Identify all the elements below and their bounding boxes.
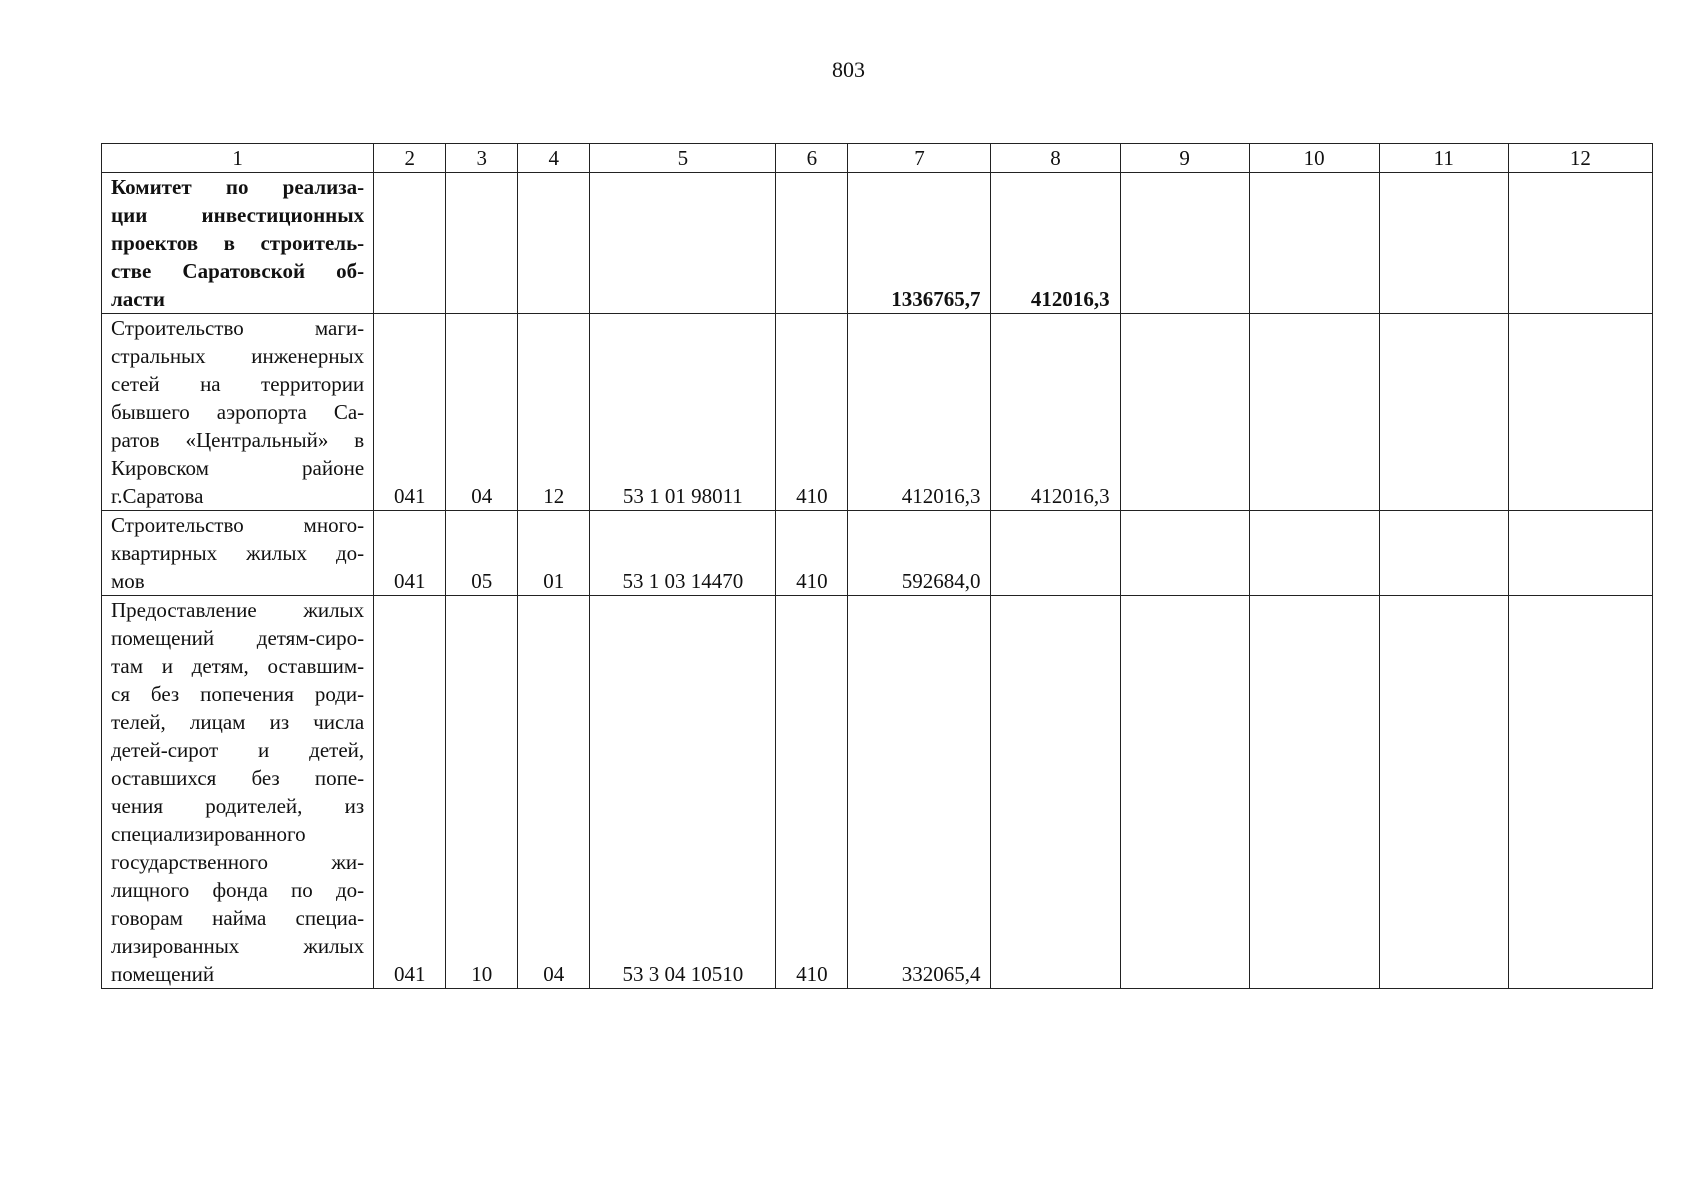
row-name-cell	[102, 314, 374, 511]
column-header-9: 9	[1120, 144, 1249, 173]
column-header-7: 7	[848, 144, 991, 173]
cell-col-6: 410	[776, 511, 848, 596]
row-name-line: специализированного	[111, 822, 306, 846]
cell-col-2: 041	[374, 314, 446, 511]
row-name-line: помещений	[111, 962, 215, 986]
cell-col-5	[590, 173, 776, 314]
cell-col-11	[1379, 596, 1508, 989]
cell-col-3	[446, 173, 518, 314]
row-name-cell	[102, 511, 374, 596]
cell-col-5: 53 1 01 98011	[590, 314, 776, 511]
cell-col-8	[991, 511, 1120, 596]
cell-col-8: 412016,3	[991, 314, 1120, 511]
cell-col-3: 05	[446, 511, 518, 596]
cell-col-10	[1249, 511, 1379, 596]
column-header-10: 10	[1249, 144, 1379, 173]
row-name-line: говорам найма специа-	[111, 906, 365, 930]
cell-col-6: 410	[776, 314, 848, 511]
cell-col-10	[1249, 173, 1379, 314]
row-name-line: стральных инженерных	[111, 344, 365, 368]
cell-col-4: 01	[518, 511, 590, 596]
cell-col-7: 332065,4	[848, 596, 991, 989]
cell-col-3: 10	[446, 596, 518, 989]
column-header-5: 5	[590, 144, 776, 173]
row-name-line: там и детям, оставшим-	[111, 654, 365, 678]
row-name-line: Строительство много-	[111, 513, 365, 537]
cell-col-3: 04	[446, 314, 518, 511]
cell-col-8: 412016,3	[991, 173, 1120, 314]
row-name-line: стве Саратовской об-	[111, 259, 365, 283]
cell-col-4: 12	[518, 314, 590, 511]
cell-col-5: 53 3 04 10510	[590, 596, 776, 989]
row-name-line: Кировском районе	[111, 456, 365, 480]
row-name-line: чения родителей, из	[111, 794, 365, 818]
row-name-line: сетей на территории	[111, 372, 365, 396]
column-header-2: 2	[374, 144, 446, 173]
table-row	[102, 173, 1653, 314]
header-row	[102, 144, 1653, 173]
cell-col-6	[776, 173, 848, 314]
row-name-line: оставшихся без попе-	[111, 766, 365, 790]
table-row	[102, 596, 1653, 989]
table-row	[102, 314, 1653, 511]
cell-col-12	[1508, 511, 1652, 596]
row-name-line: Предоставление жилых	[111, 598, 365, 622]
cell-col-9	[1120, 511, 1249, 596]
cell-col-2	[374, 173, 446, 314]
row-name-line: государственного жи-	[111, 850, 365, 874]
column-header-12: 12	[1508, 144, 1652, 173]
row-name-line: телей, лицам из числа	[111, 710, 365, 734]
column-header-3: 3	[446, 144, 518, 173]
row-name-line: лищного фонда по до-	[111, 878, 365, 902]
cell-col-4	[518, 173, 590, 314]
column-header-6: 6	[776, 144, 848, 173]
cell-col-9	[1120, 596, 1249, 989]
cell-col-11	[1379, 173, 1508, 314]
cell-col-11	[1379, 314, 1508, 511]
row-name-line: Комитет по реализа-	[111, 175, 365, 199]
row-name-line: помещений детям-сиро-	[111, 626, 365, 650]
cell-col-7: 592684,0	[848, 511, 991, 596]
cell-col-5: 53 1 03 14470	[590, 511, 776, 596]
row-name-line: мов	[111, 569, 145, 593]
cell-col-2: 041	[374, 511, 446, 596]
column-header-11: 11	[1379, 144, 1508, 173]
cell-col-7: 1336765,7	[848, 173, 991, 314]
row-name-line: Строительство маги-	[111, 316, 365, 340]
cell-col-4: 04	[518, 596, 590, 989]
row-name-line: ции инвестиционных	[111, 203, 365, 227]
row-name-line: детей-сирот и детей,	[111, 738, 365, 762]
row-name-line: лизированных жилых	[111, 934, 365, 958]
row-name-cell	[102, 173, 374, 314]
row-name-line: квартирных жилых до-	[111, 541, 365, 565]
cell-col-9	[1120, 314, 1249, 511]
cell-col-11	[1379, 511, 1508, 596]
cell-col-8	[991, 596, 1120, 989]
row-name-line: ласти	[111, 287, 166, 311]
row-name-cell	[102, 596, 374, 989]
cell-col-7: 412016,3	[848, 314, 991, 511]
cell-col-12	[1508, 314, 1652, 511]
column-header-1: 1	[102, 144, 374, 173]
cell-col-9	[1120, 173, 1249, 314]
budget-table	[101, 143, 1653, 989]
row-name-line: проектов в строитель-	[111, 231, 365, 255]
cell-col-10	[1249, 596, 1379, 989]
cell-col-12	[1508, 173, 1652, 314]
column-header-8: 8	[991, 144, 1120, 173]
cell-col-12	[1508, 596, 1652, 989]
table-row	[102, 511, 1653, 596]
cell-col-6: 410	[776, 596, 848, 989]
page-number: 803	[832, 57, 865, 82]
cell-col-10	[1249, 314, 1379, 511]
row-name-line: г.Саратова	[111, 484, 204, 508]
column-header-4: 4	[518, 144, 590, 173]
row-name-line: ся без попечения роди-	[111, 682, 365, 706]
cell-col-2: 041	[374, 596, 446, 989]
row-name-line: бывшего аэропорта Са-	[111, 400, 365, 424]
row-name-line: ратов «Центральный» в	[111, 428, 365, 452]
